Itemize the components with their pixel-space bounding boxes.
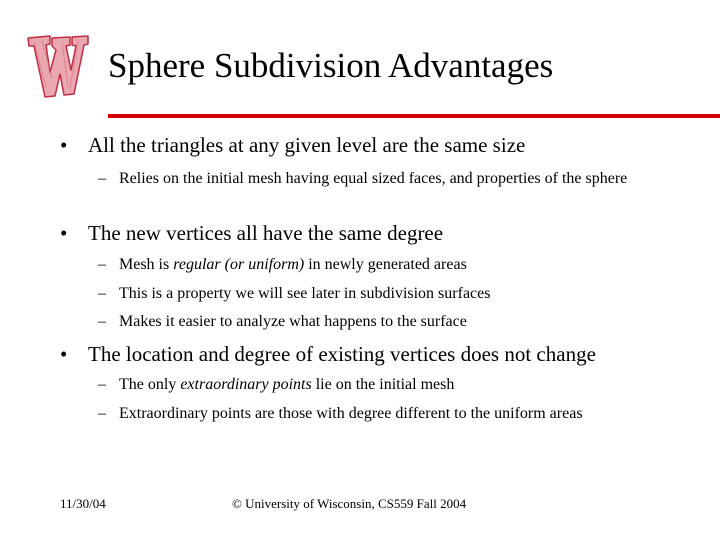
bullet-2-text: The new vertices all have the same degree <box>88 221 444 245</box>
subbullet-marker: – <box>98 285 106 302</box>
subbullet-text <box>119 283 689 304</box>
text-segment: Extraordinary points are those with degree different to the uniform areas <box>119 405 583 422</box>
subbullet-text <box>119 403 689 424</box>
text-segment: Mesh is <box>119 256 174 273</box>
emphasis-text: regular (or uniform) <box>173 256 305 273</box>
bullet-marker: • <box>60 221 68 245</box>
emphasis-text: extraordinary points <box>180 376 312 393</box>
bullet-3-text: The location and degree of existing vertices does not change <box>88 342 596 366</box>
subbullet-marker: – <box>98 170 106 187</box>
text-segment: lie on the initial mesh <box>311 376 455 393</box>
subbullet-marker: – <box>98 313 106 330</box>
text-segment: in newly generated areas <box>304 256 467 273</box>
bullet-1-text: All the triangles at any given level are the same size <box>88 133 526 157</box>
subbullet-text <box>119 168 689 189</box>
text-segment: The only <box>119 376 181 393</box>
text-segment: Makes it easier to analyze what happens to the surface <box>119 313 467 330</box>
subbullet-text <box>119 311 689 332</box>
text-segment: This is a property we will see later in subdivision surfaces <box>119 285 491 302</box>
university-w-logo <box>22 28 94 104</box>
subbullet-marker: – <box>98 376 106 393</box>
title-rule <box>108 114 720 118</box>
subbullet-marker: – <box>98 256 106 273</box>
bullet-marker: • <box>60 342 68 366</box>
subbullet-text <box>119 254 689 275</box>
slide-title: Sphere Subdivision Advantages <box>108 46 554 85</box>
subbullet-text <box>119 374 689 395</box>
subbullet-marker: – <box>98 405 106 422</box>
text-segment: Relies on the initial mesh having equal sized faces, and properties of the sphere <box>119 170 628 187</box>
footer-date: 11/30/04 <box>60 496 106 511</box>
footer-copyright: © University of Wisconsin, CS559 Fall 2004 <box>232 496 467 511</box>
bullet-marker: • <box>60 133 68 157</box>
